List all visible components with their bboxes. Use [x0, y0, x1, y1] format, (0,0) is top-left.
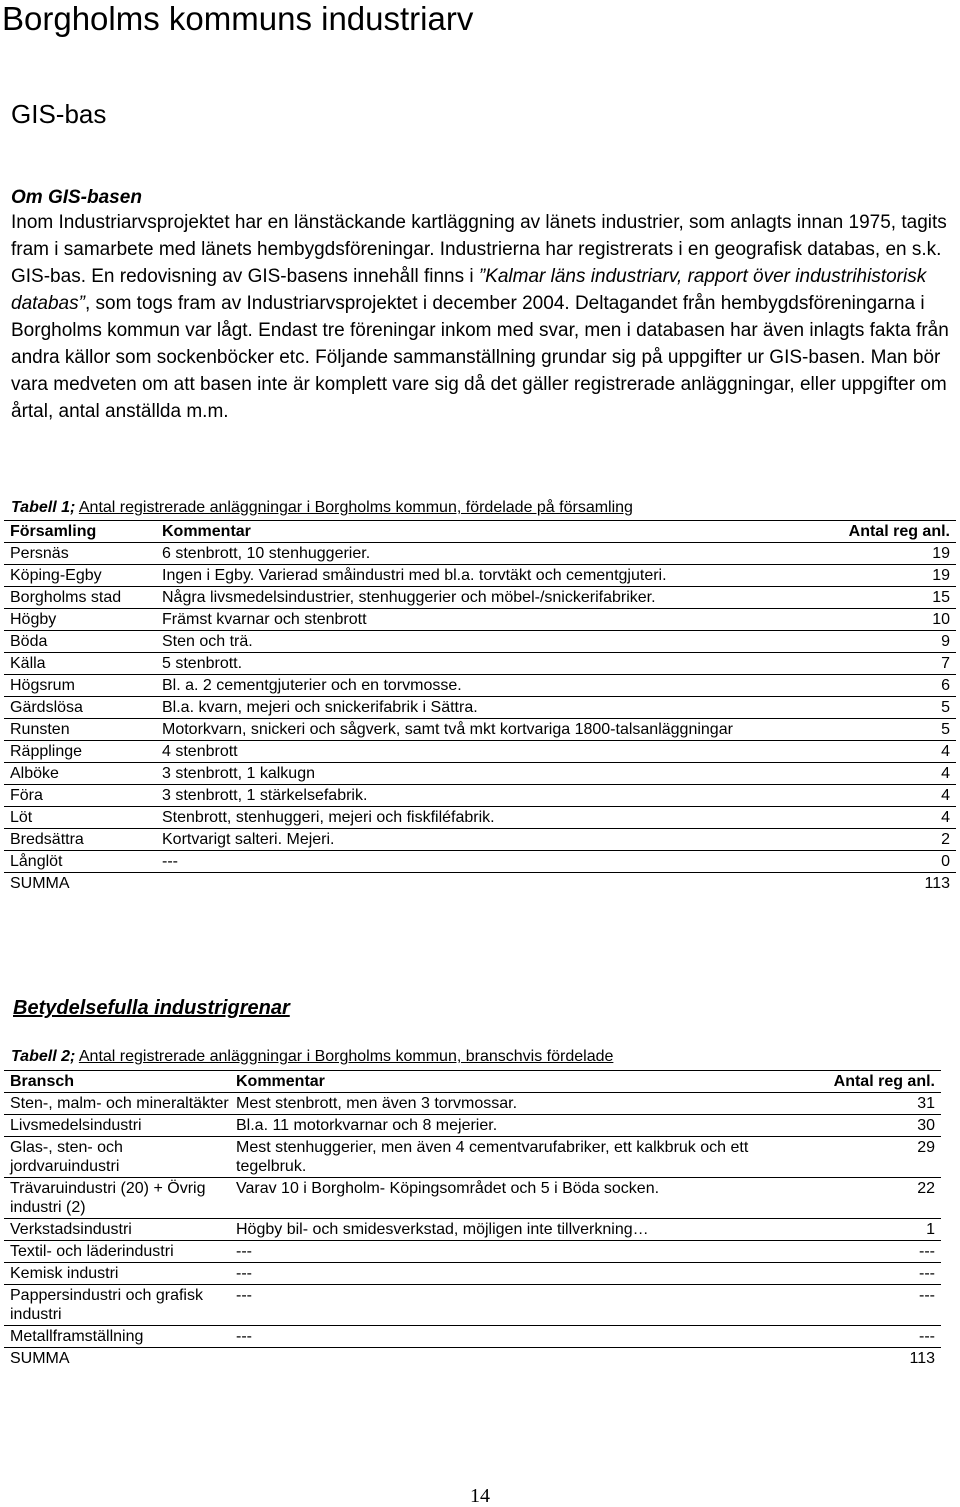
header-cell: Församling [4, 521, 162, 543]
row-name-cell: Livsmedelsindustri [4, 1115, 236, 1137]
row-comment-cell: Främst kvarnar och stenbrott [162, 609, 802, 631]
row-name-cell: Böda [4, 631, 162, 653]
section-heading: GIS-bas [11, 99, 107, 129]
row-count-cell: 22 [771, 1178, 941, 1219]
row-name-cell: Persnäs [4, 543, 162, 565]
table-row [4, 675, 956, 697]
row-comment-cell: Bl. a. 2 cementgjuterier och en torvmosse. [162, 675, 802, 697]
row-count-cell: 29 [771, 1137, 941, 1178]
sum-label-cell: SUMMA [10, 1350, 70, 1367]
header-cell: Kommentar [236, 1071, 771, 1093]
row-count-cell: 7 [802, 653, 956, 675]
row-comment-cell: --- [162, 851, 802, 873]
row-name-cell: Alböke [4, 763, 162, 785]
row-count-cell: --- [771, 1241, 941, 1263]
row-name-cell: Köping-Egby [4, 565, 162, 587]
header-cell: Antal reg anl. [802, 521, 956, 543]
sum-label-cell: SUMMA [10, 875, 70, 892]
table-row [4, 807, 956, 829]
row-count-cell: 1 [771, 1219, 941, 1241]
row-comment-cell: --- [236, 1241, 771, 1263]
row-comment-cell: 4 stenbrott [162, 741, 802, 763]
row-comment-cell: Kortvarigt salteri. Mejeri. [162, 829, 802, 851]
table-row [4, 1178, 941, 1219]
row-count-cell: 4 [802, 807, 956, 829]
row-name-cell: Långlöt [4, 851, 162, 873]
table-row [4, 631, 956, 653]
table-row [4, 609, 956, 631]
row-count-cell: 6 [802, 675, 956, 697]
row-comment-cell: Högby bil- och smidesverkstad, möjligen inte tillverkning… [236, 1219, 771, 1241]
sum-empty-cell [236, 1348, 771, 1370]
page-number: 14 [470, 1485, 490, 1507]
row-comment-cell: 3 stenbrott, 1 stärkelsefabrik. [162, 785, 802, 807]
sum-empty-cell [162, 873, 802, 895]
row-comment-cell: --- [236, 1263, 771, 1285]
table-row [4, 763, 956, 785]
row-count-cell: 0 [802, 851, 956, 873]
intro-heading: Om GIS-basen [11, 187, 142, 208]
row-comment-cell: Mest stenhuggerier, men även 4 cementvarufabriker, ett kalkbruk och ett tegelbruk. [236, 1137, 771, 1178]
row-name-cell: Borgholms stad [4, 587, 162, 609]
row-comment-cell: Bl.a. 11 motorkvarnar och 8 mejerier. [236, 1115, 771, 1137]
row-count-cell: 4 [802, 741, 956, 763]
row-count-cell: 9 [802, 631, 956, 653]
page-title: Borgholms kommuns industriarv [2, 0, 474, 37]
table-row [4, 1219, 941, 1241]
intro-text-1: Inom Industriarvsprojektet har en länstäckande kartläggning av länets industrier, som anlagts innan 1975, tagits fram i samarbete med länets hembygdsföreningar. Industrierna har registrerats i en geografisk databas, en s.k. GIS-bas. En redovisning av GIS-basens innehåll finns i [11, 212, 947, 287]
industry-heading: Betydelsefulla industrigrenar [13, 997, 290, 1019]
row-comment-cell: --- [236, 1326, 771, 1348]
report-title: ”Kalmar läns industriarv, rapport över industrihistorisk databas” [11, 266, 927, 314]
table-by-parish [4, 520, 956, 894]
table-row [4, 653, 956, 675]
row-name-cell: Källa [4, 653, 162, 675]
intro-text-2: , som togs fram av Industriarvsprojektet i december 2004. Deltagandet från hembygdsföreningarna i Borgholms kommun var lågt. Endast tre föreningar inkom med svar, men i databasen har även inlagts fakta från andra källor som sockenböcker etc. Följande sammanställning grundar sig på uppgifter ur GIS-basen. Man bör vara medveten om att basen inte är komplett vare sig då det gäller registrerade anläggningar, eller uppgifter om årtal, antal anställda m.m. [11, 293, 949, 422]
row-count-cell: 5 [802, 719, 956, 741]
row-comment-cell: 5 stenbrott. [162, 653, 802, 675]
row-count-cell: 19 [802, 543, 956, 565]
header-cell: Kommentar [162, 521, 802, 543]
table-row [4, 1241, 941, 1263]
row-name-cell: Glas-, sten- och jordvaruindustri [4, 1137, 236, 1178]
table2-caption-text: Antal registrerade anläggningar i Borgholms kommun, branschvis fördelade [78, 1048, 614, 1065]
table-row [4, 785, 956, 807]
row-name-cell: Högby [4, 609, 162, 631]
table-row [4, 1326, 941, 1348]
row-comment-cell: Några livsmedelsindustrier, stenhuggerier och möbel-/snickerifabriker. [162, 587, 802, 609]
row-comment-cell: Mest stenbrott, men även 3 torvmossar. [236, 1093, 771, 1115]
header-cell: Bransch [4, 1071, 236, 1093]
row-name-cell: Runsten [4, 719, 162, 741]
table1-caption [11, 498, 633, 518]
row-comment-cell: 3 stenbrott, 1 kalkugn [162, 763, 802, 785]
sum-value-cell: 113 [924, 875, 950, 892]
header-cell: Antal reg anl. [771, 1071, 941, 1093]
table-row [4, 543, 956, 565]
table-row [4, 1115, 941, 1137]
table-sum-row [4, 873, 956, 895]
row-name-cell: Metallframställning [4, 1326, 236, 1348]
table-row [4, 1263, 941, 1285]
table-row [4, 697, 956, 719]
table-header-row [4, 1071, 941, 1093]
row-name-cell: Trävaruindustri (20) + Övrig industri (2) [4, 1178, 236, 1219]
row-count-cell: 30 [771, 1115, 941, 1137]
row-name-cell: Kemisk industri [4, 1263, 236, 1285]
row-comment-cell: Sten och trä. [162, 631, 802, 653]
row-count-cell: 4 [802, 785, 956, 807]
row-name-cell: Bredsättra [4, 829, 162, 851]
table-row [4, 1285, 941, 1326]
row-name-cell: Pappersindustri och grafisk industri [4, 1285, 236, 1326]
row-comment-cell: 6 stenbrott, 10 stenhuggerier. [162, 543, 802, 565]
row-name-cell: Räpplinge [4, 741, 162, 763]
intro-paragraph [11, 209, 956, 425]
table-row [4, 1093, 941, 1115]
row-count-cell: 19 [802, 565, 956, 587]
row-count-cell: --- [771, 1326, 941, 1348]
row-name-cell: Sten-, malm- och mineraltäkter [4, 1093, 236, 1115]
row-name-cell: Föra [4, 785, 162, 807]
row-name-cell: Gärdslösa [4, 697, 162, 719]
row-comment-cell: --- [236, 1285, 771, 1326]
row-comment-cell: Motorkvarn, snickeri och sågverk, samt två mkt kortvariga 1800-talsanläggningar [162, 719, 802, 741]
table-row [4, 587, 956, 609]
row-count-cell: 2 [802, 829, 956, 851]
table-row [4, 741, 956, 763]
table-header-row [4, 521, 956, 543]
table-row [4, 851, 956, 873]
row-comment-cell: Stenbrott, stenhuggeri, mejeri och fiskfiléfabrik. [162, 807, 802, 829]
table1-label: Tabell 1; [11, 499, 76, 516]
table-row [4, 1137, 941, 1178]
table-sum-row [4, 1348, 941, 1370]
table2-caption [11, 1047, 613, 1067]
row-name-cell: Högsrum [4, 675, 162, 697]
row-count-cell: --- [771, 1263, 941, 1285]
row-comment-cell: Varav 10 i Borgholm- Köpingsområdet och 5 i Böda socken. [236, 1178, 771, 1219]
row-comment-cell: Ingen i Egby. Varierad småindustri med bl.a. torvtäkt och cementgjuteri. [162, 565, 802, 587]
table1-caption-text: Antal registrerade anläggningar i Borgholms kommun, fördelade på församling [78, 499, 633, 516]
row-count-cell: 15 [802, 587, 956, 609]
table-row [4, 829, 956, 851]
row-count-cell: 4 [802, 763, 956, 785]
row-count-cell: 5 [802, 697, 956, 719]
row-count-cell: 31 [771, 1093, 941, 1115]
row-count-cell: --- [771, 1285, 941, 1326]
table-row [4, 719, 956, 741]
row-count-cell: 10 [802, 609, 956, 631]
row-name-cell: Löt [4, 807, 162, 829]
table2-label: Tabell 2; [11, 1048, 76, 1065]
table-by-branch [4, 1070, 941, 1369]
row-name-cell: Verkstadsindustri [4, 1219, 236, 1241]
table-row [4, 565, 956, 587]
sum-value-cell: 113 [909, 1350, 935, 1367]
row-comment-cell: Bl.a. kvarn, mejeri och snickerifabrik i Sättra. [162, 697, 802, 719]
row-name-cell: Textil- och läderindustri [4, 1241, 236, 1263]
